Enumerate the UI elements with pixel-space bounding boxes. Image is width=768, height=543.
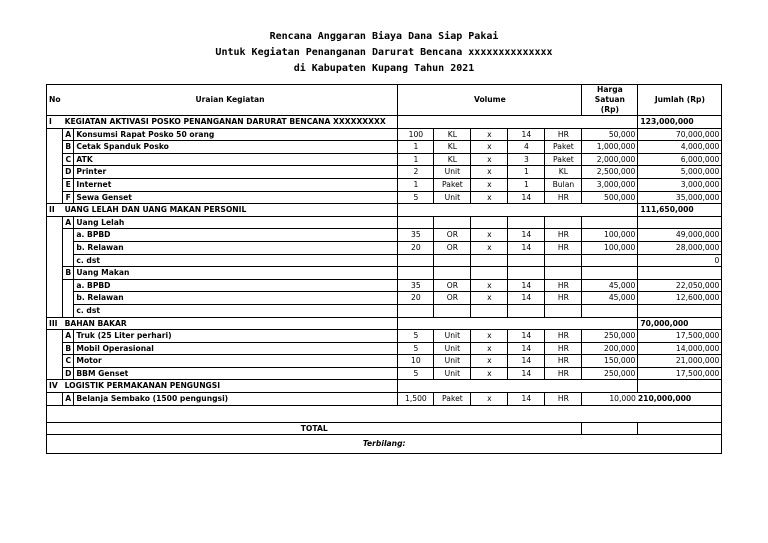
unit-price: 2,500,000 xyxy=(582,166,638,179)
volume-qty: 1 xyxy=(398,141,434,154)
duration-qty xyxy=(508,304,545,317)
amount: 0 xyxy=(638,254,722,267)
sub-letter: E xyxy=(63,178,74,191)
table-row xyxy=(47,229,722,242)
row-number-empty xyxy=(47,229,63,242)
duration-unit: HR xyxy=(545,355,582,368)
amount: 49,000,000 xyxy=(638,229,722,242)
sub-letter-empty xyxy=(63,279,74,292)
total-harga-empty xyxy=(582,422,638,435)
section-row xyxy=(47,380,722,393)
spacer-cell xyxy=(47,405,722,422)
section-title: LOGISTIK PERMAKANAN PENGUNGSI xyxy=(63,380,398,393)
unit-price: 10,000 xyxy=(582,393,638,406)
times-sign xyxy=(471,254,508,267)
duration-unit xyxy=(545,267,582,280)
sub-letter-empty xyxy=(63,241,74,254)
row-number: III xyxy=(47,317,63,330)
row-number-empty xyxy=(47,355,63,368)
times-sign: x xyxy=(471,241,508,254)
total-row xyxy=(47,422,722,435)
duration-qty: 14 xyxy=(508,367,545,380)
unit-price: 1,000,000 xyxy=(582,141,638,154)
row-number-empty xyxy=(47,191,63,204)
unit-price: 50,000 xyxy=(582,128,638,141)
table-row xyxy=(47,216,722,229)
unit-price: 45,000 xyxy=(582,279,638,292)
section-total xyxy=(638,380,722,393)
volume-qty: 35 xyxy=(398,279,434,292)
section-total: 111,650,000 xyxy=(638,204,722,217)
document-location-year: di Kabupaten Kupang Tahun 2021 xyxy=(293,63,475,74)
volume-qty xyxy=(398,254,434,267)
table-row xyxy=(47,141,722,154)
amount: 14,000,000 xyxy=(638,342,722,355)
unit-price: 250,000 xyxy=(582,330,638,343)
row-number-empty xyxy=(47,178,63,191)
terbilang-row xyxy=(47,435,722,454)
sub-letter: D xyxy=(63,166,74,179)
duration-unit: HR xyxy=(545,241,582,254)
volume-qty: 5 xyxy=(398,367,434,380)
duration-qty xyxy=(508,267,545,280)
unit-price xyxy=(582,304,638,317)
item-description: Mobil Operasional xyxy=(74,342,398,355)
sub-letter-empty xyxy=(63,229,74,242)
sub-letter: C xyxy=(63,153,74,166)
amount: 5,000,000 xyxy=(638,166,722,179)
duration-unit: KL xyxy=(545,166,582,179)
times-sign: x xyxy=(471,229,508,242)
unit-price: 150,000 xyxy=(582,355,638,368)
volume-cells-empty xyxy=(398,317,638,330)
volume-unit: OR xyxy=(434,292,471,305)
table-row xyxy=(47,330,722,343)
item-description: c. dst xyxy=(74,304,398,317)
unit-price: 250,000 xyxy=(582,367,638,380)
row-number-empty xyxy=(47,393,63,406)
amount xyxy=(638,304,722,317)
unit-price: 3,000,000 xyxy=(582,178,638,191)
volume-qty: 1 xyxy=(398,178,434,191)
duration-qty xyxy=(508,216,545,229)
duration-qty: 4 xyxy=(508,141,545,154)
volume-cells-empty xyxy=(398,116,638,129)
amount: 28,000,000 xyxy=(638,241,722,254)
volume-unit: KL xyxy=(434,128,471,141)
duration-unit: HR xyxy=(545,330,582,343)
section-title: KEGIATAN AKTIVASI POSKO PENANGANAN DARURAT BENCANA XXXXXXXXX xyxy=(63,116,398,129)
section-total: 70,000,000 xyxy=(638,317,722,330)
table-header-row xyxy=(47,85,722,116)
duration-unit: Paket xyxy=(545,141,582,154)
volume-unit: Unit xyxy=(434,367,471,380)
unit-price xyxy=(582,267,638,280)
table-row xyxy=(47,153,722,166)
sub-letter: D xyxy=(63,367,74,380)
item-description: Uang Makan xyxy=(74,267,398,280)
sub-letter-empty xyxy=(63,292,74,305)
volume-unit xyxy=(434,304,471,317)
table-row xyxy=(47,191,722,204)
volume-cells-empty xyxy=(398,204,638,217)
unit-price: 500,000 xyxy=(582,191,638,204)
section-total: 123,000,000 xyxy=(638,116,722,129)
sub-letter: C xyxy=(63,355,74,368)
document-title: Rencana Anggaran Biaya Dana Siap Pakai xyxy=(269,31,499,42)
volume-unit: OR xyxy=(434,229,471,242)
unit-price xyxy=(582,254,638,267)
duration-unit xyxy=(545,216,582,229)
sub-letter: B xyxy=(63,342,74,355)
table-row xyxy=(47,178,722,191)
table-row xyxy=(47,355,722,368)
volume-unit xyxy=(434,254,471,267)
header-uraian: Uraian Kegiatan xyxy=(63,85,398,116)
volume-qty: 5 xyxy=(398,330,434,343)
row-number: I xyxy=(47,116,63,129)
amount: 210,000,000 xyxy=(638,393,722,406)
item-description: Printer xyxy=(74,166,398,179)
row-number-empty xyxy=(47,330,63,343)
row-number-empty xyxy=(47,279,63,292)
duration-qty: 1 xyxy=(508,178,545,191)
duration-qty: 14 xyxy=(508,330,545,343)
duration-unit xyxy=(545,304,582,317)
volume-unit: OR xyxy=(434,279,471,292)
item-description: b. Relawan xyxy=(74,241,398,254)
unit-price: 100,000 xyxy=(582,229,638,242)
row-number-empty xyxy=(47,216,63,229)
row-number-empty xyxy=(47,141,63,154)
row-number: IV xyxy=(47,380,63,393)
volume-unit xyxy=(434,267,471,280)
duration-qty: 14 xyxy=(508,292,545,305)
duration-unit xyxy=(545,254,582,267)
table-row xyxy=(47,393,722,406)
duration-qty: 14 xyxy=(508,393,545,406)
amount: 12,600,000 xyxy=(638,292,722,305)
sub-letter-empty xyxy=(63,304,74,317)
duration-unit: HR xyxy=(545,292,582,305)
times-sign: x xyxy=(471,279,508,292)
amount: 70,000,000 xyxy=(638,128,722,141)
times-sign: x xyxy=(471,191,508,204)
duration-qty: 1 xyxy=(508,166,545,179)
header-volume: Volume xyxy=(398,85,582,116)
total-amount-empty xyxy=(638,422,722,435)
unit-price: 200,000 xyxy=(582,342,638,355)
table-row xyxy=(47,241,722,254)
times-sign: x xyxy=(471,166,508,179)
table-row xyxy=(47,367,722,380)
row-number-empty xyxy=(47,342,63,355)
volume-unit: Unit xyxy=(434,191,471,204)
item-description: Motor xyxy=(74,355,398,368)
item-description: Cetak Spanduk Posko xyxy=(74,141,398,154)
volume-unit: KL xyxy=(434,141,471,154)
sub-letter-empty xyxy=(63,254,74,267)
section-row xyxy=(47,204,722,217)
times-sign xyxy=(471,216,508,229)
terbilang-label: Terbilang: xyxy=(47,435,722,454)
volume-unit: KL xyxy=(434,153,471,166)
duration-unit: HR xyxy=(545,367,582,380)
duration-unit: HR xyxy=(545,279,582,292)
unit-price: 100,000 xyxy=(582,241,638,254)
row-number-empty xyxy=(47,304,63,317)
duration-qty: 14 xyxy=(508,241,545,254)
item-description: Truk (25 Liter perhari) xyxy=(74,330,398,343)
times-sign: x xyxy=(471,128,508,141)
table-row xyxy=(47,254,722,267)
row-number-empty xyxy=(47,128,63,141)
duration-qty xyxy=(508,254,545,267)
times-sign: x xyxy=(471,367,508,380)
duration-qty: 3 xyxy=(508,153,545,166)
unit-price: 45,000 xyxy=(582,292,638,305)
volume-unit: OR xyxy=(434,241,471,254)
times-sign: x xyxy=(471,178,508,191)
times-sign: x xyxy=(471,355,508,368)
sub-letter: A xyxy=(63,393,74,406)
volume-qty: 2 xyxy=(398,166,434,179)
times-sign: x xyxy=(471,153,508,166)
duration-unit: HR xyxy=(545,393,582,406)
times-sign xyxy=(471,304,508,317)
table-row xyxy=(47,166,722,179)
volume-qty: 5 xyxy=(398,191,434,204)
item-description: Sewa Genset xyxy=(74,191,398,204)
budget-table xyxy=(46,84,722,454)
table-row xyxy=(47,267,722,280)
volume-qty: 20 xyxy=(398,241,434,254)
item-description: Konsumsi Rapat Posko 50 orang xyxy=(74,128,398,141)
row-number: II xyxy=(47,204,63,217)
amount: 35,000,000 xyxy=(638,191,722,204)
table-row xyxy=(47,279,722,292)
row-number-empty xyxy=(47,292,63,305)
row-number-empty xyxy=(47,254,63,267)
sub-letter: A xyxy=(63,216,74,229)
volume-cells-empty xyxy=(398,380,638,393)
section-title: BAHAN BAKAR xyxy=(63,317,398,330)
item-description: Internet xyxy=(74,178,398,191)
sub-letter: A xyxy=(63,128,74,141)
item-description: b. Relawan xyxy=(74,292,398,305)
amount xyxy=(638,267,722,280)
row-number-empty xyxy=(47,153,63,166)
volume-qty: 1 xyxy=(398,153,434,166)
duration-unit: Paket xyxy=(545,153,582,166)
sub-letter: B xyxy=(63,141,74,154)
volume-qty: 20 xyxy=(398,292,434,305)
volume-unit: Paket xyxy=(434,393,471,406)
volume-qty xyxy=(398,304,434,317)
volume-qty: 5 xyxy=(398,342,434,355)
table-row xyxy=(47,292,722,305)
amount: 22,050,000 xyxy=(638,279,722,292)
unit-price: 2,000,000 xyxy=(582,153,638,166)
item-description: a. BPBD xyxy=(74,229,398,242)
row-number-empty xyxy=(47,367,63,380)
unit-price xyxy=(582,216,638,229)
row-number-empty xyxy=(47,166,63,179)
row-number-empty xyxy=(47,267,63,280)
item-description: Belanja Sembako (1500 pengungsi) xyxy=(74,393,398,406)
amount: 3,000,000 xyxy=(638,178,722,191)
amount: 17,500,000 xyxy=(638,330,722,343)
section-row xyxy=(47,116,722,129)
amount: 21,000,000 xyxy=(638,355,722,368)
duration-unit: HR xyxy=(545,191,582,204)
amount: 17,500,000 xyxy=(638,367,722,380)
total-label: TOTAL xyxy=(47,422,582,435)
sub-letter: B xyxy=(63,267,74,280)
header-no: No xyxy=(47,85,63,116)
times-sign: x xyxy=(471,292,508,305)
times-sign: x xyxy=(471,342,508,355)
item-description: a. BPBD xyxy=(74,279,398,292)
volume-unit: Paket xyxy=(434,178,471,191)
amount: 4,000,000 xyxy=(638,141,722,154)
amount: 6,000,000 xyxy=(638,153,722,166)
times-sign: x xyxy=(471,393,508,406)
volume-qty: 35 xyxy=(398,229,434,242)
volume-unit: Unit xyxy=(434,355,471,368)
table-row xyxy=(47,128,722,141)
volume-qty xyxy=(398,267,434,280)
duration-unit: Bulan xyxy=(545,178,582,191)
sub-letter: F xyxy=(63,191,74,204)
duration-qty: 14 xyxy=(508,229,545,242)
volume-qty: 100 xyxy=(398,128,434,141)
item-description: c. dst xyxy=(74,254,398,267)
duration-qty: 14 xyxy=(508,342,545,355)
volume-qty: 10 xyxy=(398,355,434,368)
item-description: Uang Lelah xyxy=(74,216,398,229)
volume-unit: Unit xyxy=(434,330,471,343)
duration-qty: 14 xyxy=(508,279,545,292)
item-description: ATK xyxy=(74,153,398,166)
volume-unit: Unit xyxy=(434,166,471,179)
duration-qty: 14 xyxy=(508,355,545,368)
duration-unit: HR xyxy=(545,128,582,141)
duration-qty: 14 xyxy=(508,191,545,204)
duration-unit: HR xyxy=(545,229,582,242)
times-sign: x xyxy=(471,330,508,343)
volume-unit: Unit xyxy=(434,342,471,355)
volume-qty: 1,500 xyxy=(398,393,434,406)
header-harga-satuan: Harga Satuan (Rp) xyxy=(582,85,638,116)
item-description: BBM Genset xyxy=(74,367,398,380)
times-sign xyxy=(471,267,508,280)
duration-unit: HR xyxy=(545,342,582,355)
document-subtitle: Untuk Kegiatan Penanganan Darurat Bencana xxxxxxxxxxxxxx xyxy=(215,47,553,58)
header-jumlah: Jumlah (Rp) xyxy=(638,85,722,116)
volume-unit xyxy=(434,216,471,229)
times-sign: x xyxy=(471,141,508,154)
table-row xyxy=(47,342,722,355)
row-number-empty xyxy=(47,241,63,254)
section-title: UANG LELAH DAN UANG MAKAN PERSONIL xyxy=(63,204,398,217)
spacer-row xyxy=(47,405,722,422)
section-row xyxy=(47,317,722,330)
duration-qty: 14 xyxy=(508,128,545,141)
table-row xyxy=(47,304,722,317)
amount xyxy=(638,216,722,229)
sub-letter: A xyxy=(63,330,74,343)
volume-qty xyxy=(398,216,434,229)
